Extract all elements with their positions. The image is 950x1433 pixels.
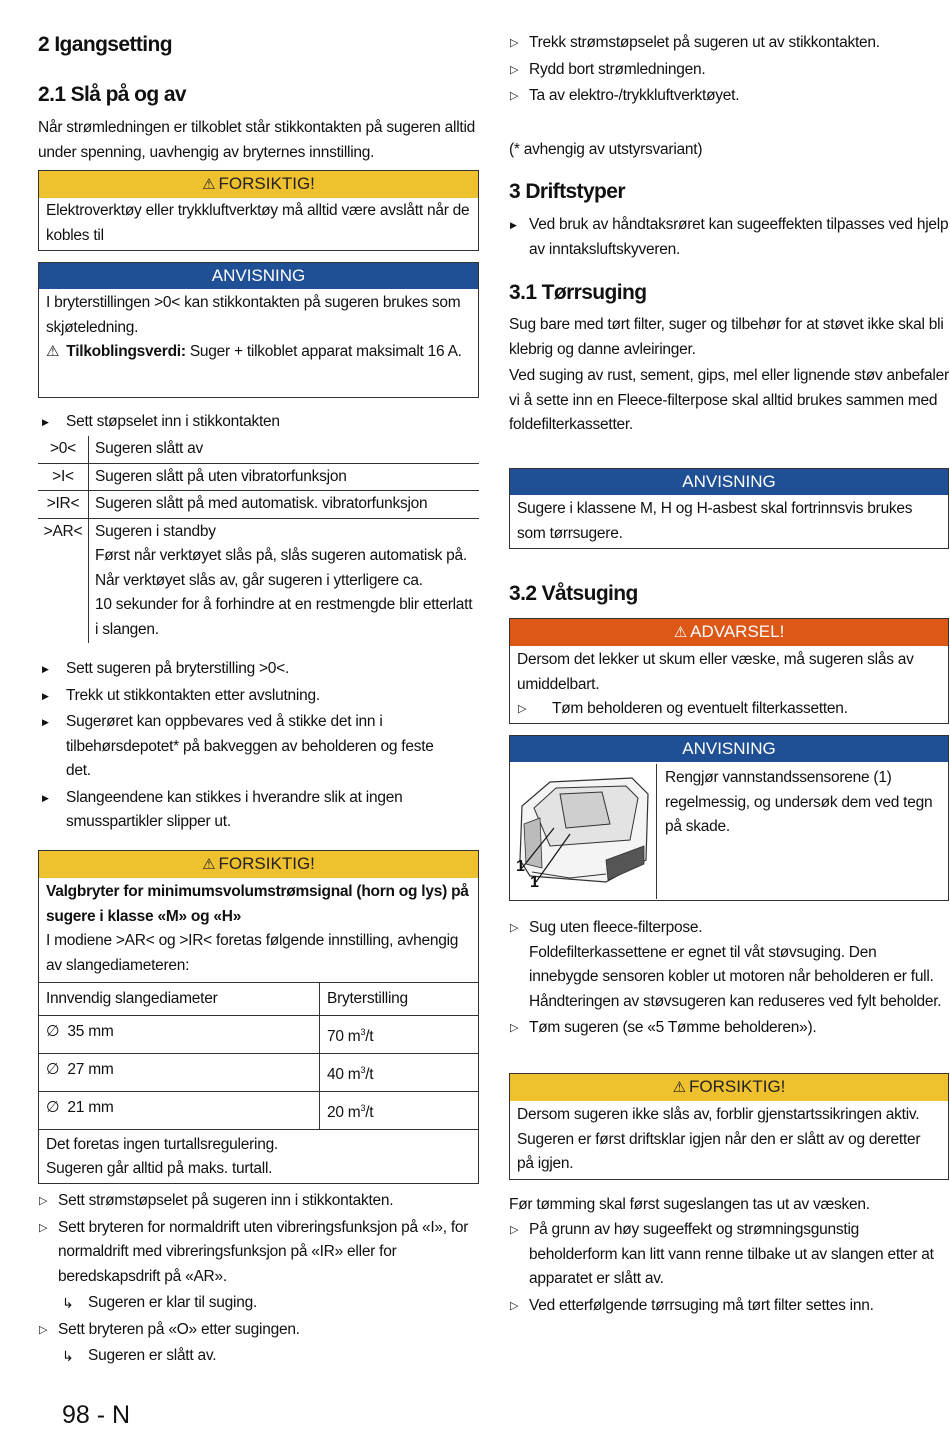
table-row: >IR< Sugeren slått på med automatisk. vibratorfunksjon: [38, 491, 479, 519]
note-box-dry: [509, 468, 949, 549]
result-item: ↳ Sugeren er klar til suging.: [38, 1291, 479, 1316]
intro-paragraph: Når strømledningen er tilkoblet står stikkontakten på sugeren alltid under spenning, uavhengig av bryternes innstilling.: [38, 119, 476, 161]
section-heading-wet: 3.2 Våtsuging: [509, 582, 638, 605]
modes-step: ▶ Ved bruk av håndtaksrøret kan sugeeffekten tilpasses ved hjelp av inntaksluftskyveren.: [509, 213, 949, 262]
caution-box-tools: [38, 170, 479, 251]
list-item: ▷ Rydd bort strømledningen.: [509, 58, 949, 83]
table-header-row: Innvendig slangediameter Bryterstilling: [39, 983, 478, 1016]
step-plug-in: ▶ Sett støpselet inn i stikkontakten: [38, 410, 280, 435]
shutdown-steps: [38, 657, 458, 835]
caution-box-volume-switch: [38, 850, 479, 1184]
warning-triangle-icon: ⚠: [46, 343, 60, 360]
warning-header: ⚠ ADVARSEL!: [510, 619, 948, 646]
empty-steps: [509, 1218, 949, 1318]
vacuum-illustration: [510, 764, 657, 899]
note-header: ANVISNING: [39, 263, 478, 289]
list-item: ▷ Tøm sugeren (se «5 Tømme beholderen»).: [509, 1016, 949, 1041]
wet-steps: [509, 916, 949, 1041]
operation-steps: [38, 1189, 479, 1369]
callout-label: 1: [530, 874, 539, 891]
note-text: I bryterstillingen >0< kan stikkontakten på sugeren brukes som skjøteledning.: [46, 294, 461, 336]
list-item: ▶ Sugerøret kan oppbevares ved å stikke det inn i tilbehørsdepotet* på bakveggen av beholderen og feste det.: [38, 710, 458, 784]
note-text: Rengjør vannstandssensorene (1) regelmessig, og undersøk dem ved tegn på skade.: [665, 769, 933, 835]
diameter-icon: ∅: [46, 1061, 60, 1079]
list-item: ▷ Sett bryteren på «O» etter sugingen.: [38, 1318, 479, 1343]
table-footer-row: Det foretas ingen turtallsregulering. Sugeren går alltid på maks. turtall.: [39, 1130, 478, 1184]
empty-paragraph: Før tømming skal først sugeslangen tas ut av væsken.: [509, 1196, 870, 1213]
section-heading-dry: 3.1 Tørrsuging: [509, 281, 647, 304]
list-item: ▷ Ved etterfølgende tørrsuging må tørt filter settes inn.: [509, 1294, 949, 1319]
dry-paragraph-1: Sug bare med tørt filter, suger og tilbehør for at støvet ikke skal bli klebrig og danne avleiringer.: [509, 316, 944, 358]
caution-text: Dersom sugeren ikke slås av, forblir gjenstartssikringen aktiv. Sugeren er først driftsklar igjen når den er slått av og deretter på igjen.: [517, 1106, 921, 1172]
note-header: ANVISNING: [510, 469, 948, 495]
table-row: >0< Sugeren slått av: [38, 436, 479, 463]
list-item: ▶ Slangeendene kan stikkes i hverandre slik at ingen smusspartikler slipper ut.: [38, 786, 458, 835]
result-item: ↳ Sugeren er slått av.: [38, 1344, 479, 1369]
footnote: (* avhengig av utstyrsvariant): [509, 141, 703, 158]
connection-value: ⚠ Tilkoblingsverdi: Suger + tilkoblet apparat maksimalt 16 A.: [46, 340, 471, 365]
list-item: ▷ Ta av elektro-/trykkluftverktøyet.: [509, 84, 949, 109]
list-item: ▷ Sett bryteren for normaldrift uten vibreringsfunksjon på «I», for normaldrift med vibreringsfunksjon på «IR» eller for beredskapsdrift på «AR».: [38, 1216, 479, 1290]
list-item-detail: Foldefilterkassettene er egnet til våt støvsuging. Den innebygde sensoren kobler ut motoren når beholderen er full. Håndteringen av støvsugeren kan reduseres ved fylt beholder.: [529, 943, 942, 1010]
caution-text: Elektroverktøy eller trykkluftverktøy må alltid være avslått når de kobles til: [46, 202, 470, 244]
list-item: ▶ Trekk ut stikkontakten etter avslutning.: [38, 684, 458, 709]
caution-bold-text: Valgbryter for minimumsvolumstrømsignal (horn og lys) på sugere i klasse «M» og «H»: [46, 883, 469, 925]
note-header: ANVISNING: [510, 736, 948, 762]
warning-triangle-icon: ⚠: [202, 176, 216, 193]
warning-body: [510, 646, 948, 723]
switch-positions-table: [38, 436, 479, 643]
list-item: ▷ Sett strømstøpselet på sugeren inn i stikkontakten.: [38, 1189, 479, 1214]
dry-paragraph-2: Ved suging av rust, sement, gips, mel eller lignende støv anbefaler vi å sette inn en Fleece-filterpose skal alltid brukes sammen med foldefilterkassetter.: [509, 367, 949, 433]
caution-text: I modiene >AR< og >IR< foretas følgende innstilling, avhengig av slangediameteren:: [46, 932, 459, 974]
warning-box-foam: [509, 618, 949, 724]
section-heading-start: 2 Igangsetting: [38, 33, 172, 56]
unplug-steps: [509, 31, 949, 109]
table-row: >I< Sugeren slått på uten vibratorfunksjon: [38, 463, 479, 491]
caution-body: [39, 878, 478, 982]
warning-step: ▷ Tøm beholderen og eventuelt filterkassetten.: [517, 697, 941, 722]
diameter-icon: ∅: [46, 1099, 60, 1117]
caution-box-restart: [509, 1073, 949, 1180]
note-text: Sugere i klassene M, H og H-asbest skal fortrinnsvis brukes som tørrsugere.: [517, 500, 913, 542]
table-row: ∅ 27 mm 40 $m^3/t$: [39, 1054, 478, 1092]
warning-triangle-icon: ⚠: [202, 856, 216, 873]
caution-header: ⚠ FORSIKTIG!: [39, 851, 478, 878]
caution-header: ⚠ FORSIKTIG!: [510, 1074, 948, 1101]
list-item: ▷ Sug uten fleece-filterpose.: [509, 916, 949, 941]
section-heading-modes: 3 Driftstyper: [509, 180, 625, 203]
list-item: ▶ Sett sugeren på bryterstilling >0<.: [38, 657, 458, 682]
caution-header: ⚠ FORSIKTIG!: [39, 171, 478, 198]
warning-triangle-icon: ⚠: [673, 624, 688, 641]
diameter-icon: ∅: [46, 1023, 60, 1040]
note-body: [39, 289, 478, 368]
note-box-sensors: [509, 735, 949, 901]
section-heading-onoff: 2.1 Slå på og av: [38, 83, 186, 106]
list-item: ▷ På grunn av høy sugeeffekt og strømningsgunstig beholderform kan litt vann renne tilbake ut av slangen etter at apparatet er slått av.: [509, 1218, 949, 1292]
list-item: ▷ Trekk strømstøpselet på sugeren ut av stikkontakten.: [509, 31, 949, 56]
callout-label: 1: [516, 858, 525, 875]
page-number: 98 - N: [62, 1401, 131, 1429]
note-box-socket: [38, 262, 479, 398]
warning-triangle-icon: ⚠: [672, 1079, 687, 1096]
hose-diameter-table: [39, 982, 478, 1183]
table-row: >AR< Sugeren i standby Først når verktøyet slås på, slås sugeren automatisk på. Når verktøyet slås av, går sugeren i ytterligere ca. 10 sekunder for å forhindre at en restmengde blir etterlatt i slangen.: [38, 518, 479, 643]
table-row: ∅ 21 mm 20 $m^3/t$: [39, 1092, 478, 1130]
warning-text: Dersom det lekker ut skum eller væske, må sugeren slås av umiddelbart.: [517, 651, 914, 693]
table-row: ∅ 35 mm 70 $m^3/t$: [39, 1016, 478, 1054]
